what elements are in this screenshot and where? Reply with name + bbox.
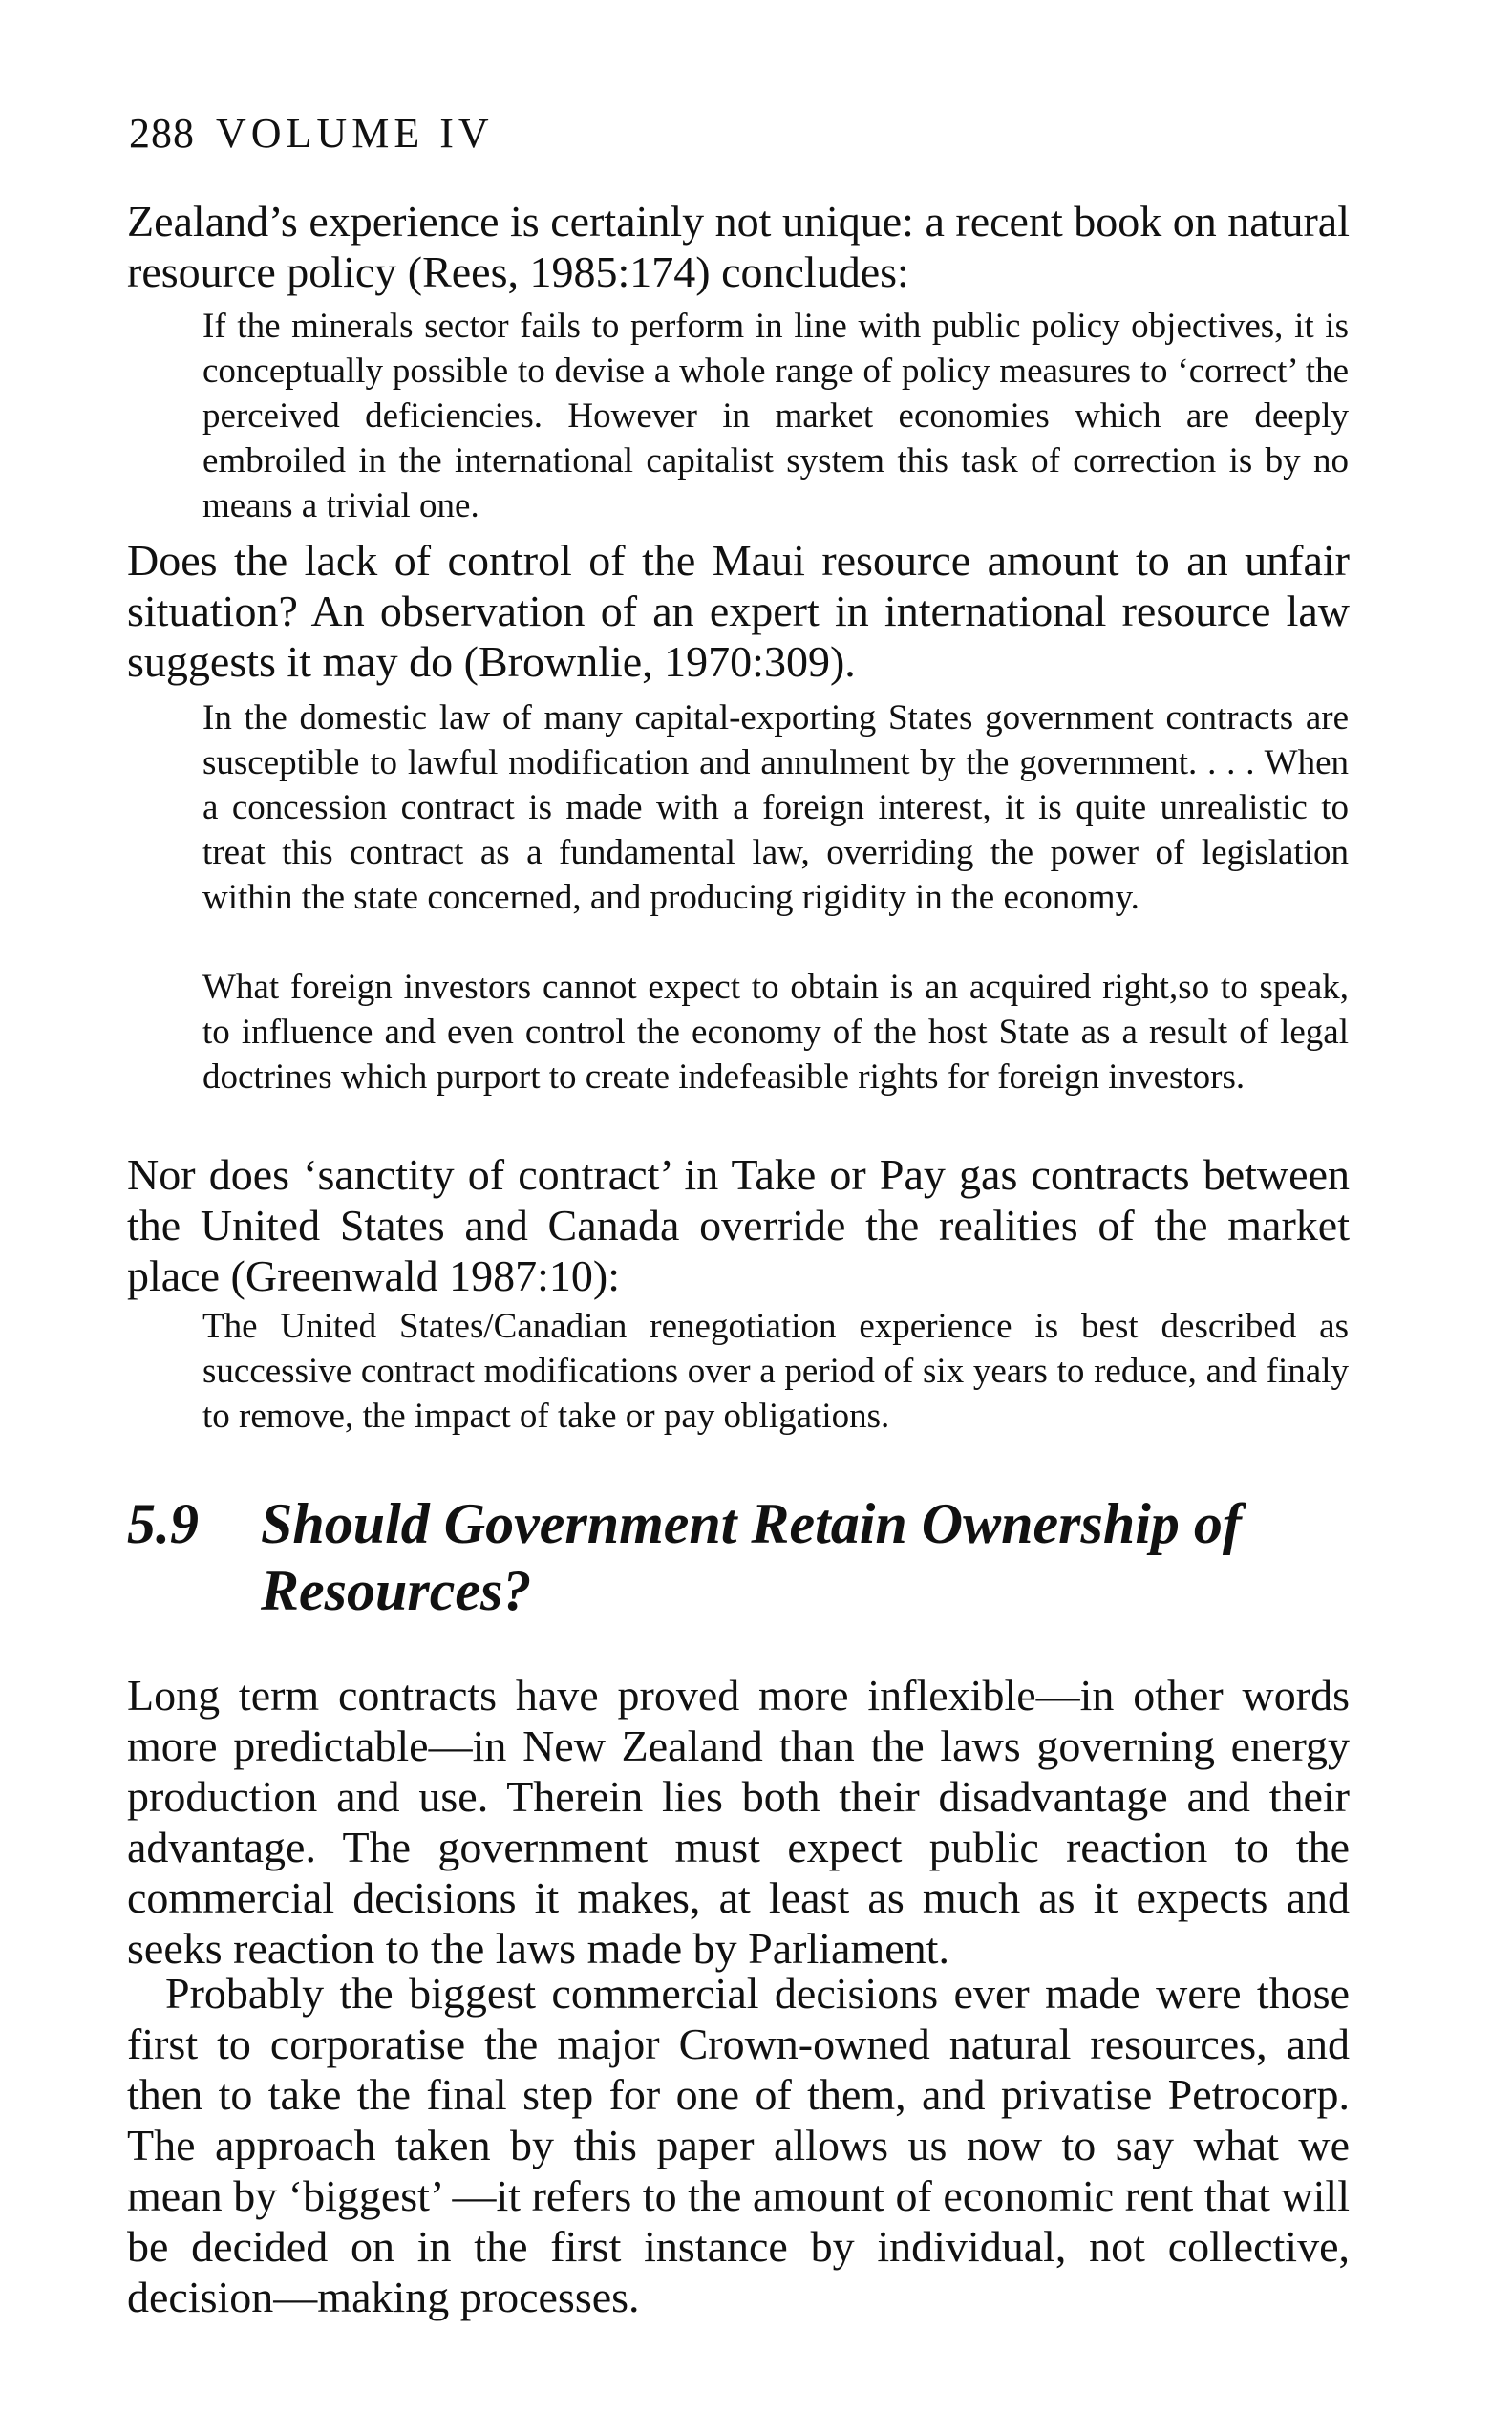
section-number: 5.9 <box>127 1492 199 1555</box>
block-quote-brownlie-1: In the domestic law of many capital-exporting States government contracts are susceptible to lawful modification and annulment by the government. . . . When a concession contract is made with a foreign interest, it is quite unrealistic to treat this contract as a fundamental law, overriding the power of legislation within the state concerned, and producing rigidity in the economy. <box>202 698 1349 917</box>
running-head <box>129 105 494 162</box>
section-heading <box>127 1490 1369 1624</box>
paragraph-biggest-decisions: Probably the biggest commercial decisions ever made were those first to corporatise the major Crown-owned natural resources, and then to take the final step for one of them, and privatise Petrocorp. The approach taken by this paper allows us now to say what we mean by ‘biggest’ —it refers to the amount of economic rent that will be decided on in the first instance by individual, not collective, decision—making processes. <box>127 1969 1350 2321</box>
block-quote-brownlie-2: What foreign investors cannot expect to obtain is an acquired right,so to speak, to influence and even control the economy of the host State as a result of legal doctrines which purport to create indefeasible rights for foreign investors. <box>202 968 1349 1097</box>
block-quote-rees: If the minerals sector fails to perform in line with public policy objectives, it is conceptually possible to devise a whole range of policy measures to ‘correct’ the perceived deficiencies. However in market economies which are deeply embroiled in the international capitalist system this task of correction is by no means a trivial one. <box>202 307 1349 525</box>
paragraph-long-term-contracts: Long term contracts have proved more inflexible—in other words more predictable—in New Zealand than the laws governing energy production and use. Therein lies both their disadvantage and their advantage. The government must expect public reaction to the commercial decisions it makes, at least as much as it expects and seeks reaction to the laws made by Parliament. <box>127 1671 1350 1973</box>
paragraph-maui-control: Does the lack of control of the Maui resource amount to an unfair situation? An observation of an expert in international resource law suggests it may do (Brownlie, 1970:309). <box>127 536 1350 686</box>
volume-label: VOLUME IV <box>216 110 494 157</box>
paragraph-sanctity-of-contract: Nor does ‘sanctity of contract’ in Take or Pay gas contracts between the United States and Canada override the realities of the market place (Greenwald 1987:10): <box>127 1150 1350 1300</box>
block-quote-greenwald: The United States/Canadian renegotiation experience is best described as successive contract modifications over a period of six years to reduce, and finaly to remove, the impact of take or pay obligations. <box>202 1307 1349 1436</box>
page-number: 288 <box>129 110 195 157</box>
section-title-line-2: Resources? <box>261 1559 532 1622</box>
paragraph-zealand-experience: Zealand’s experience is certainly not unique: a recent book on natural resource policy (Rees, 1985:174) concludes: <box>127 197 1350 296</box>
section-title-line-1: Should Government Retain Ownership of <box>261 1492 1242 1555</box>
